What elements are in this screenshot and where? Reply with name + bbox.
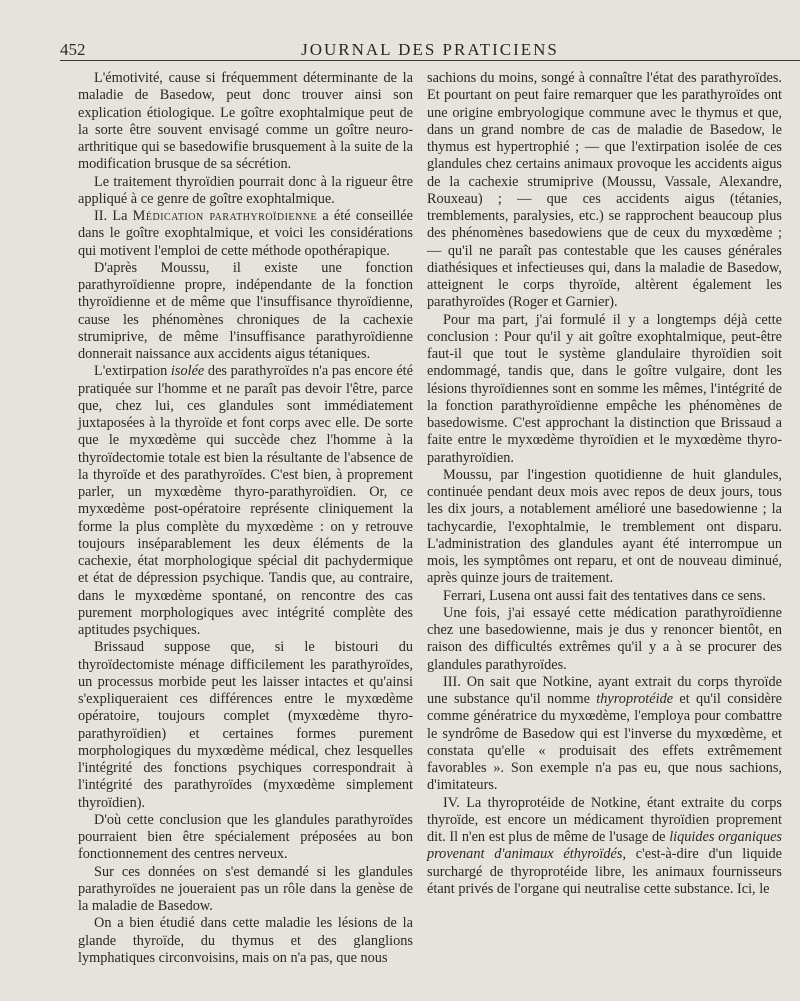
text-run: III. On sait que Notkine, ayant extrait du corps thyroïde une substance qu'il nomme xyxy=(427,673,782,707)
paragraph xyxy=(78,363,413,639)
paragraph: Le traitement thyroïdien pourrait donc à la rigueur être appliqué à ce genre de goître exophtalmique. xyxy=(78,173,413,207)
text-run: II. La xyxy=(94,208,133,224)
paragraph: sachions du moins, songé à connaître l'état des parathyroïdes. Et pourtant on peut faire remarquer que les parathyroïdes ont une origine embryologique commune avec le thymus et que, dans un grand nombre de cas de maladie de Basedow, le thymus est hypertrophié ; — que l'extirpation isolée de ces glandules chez certains animaux provoque les accidents aigus de la cachexie strumiprive (Moussu, Vassale, Alexandre, Rouxeau) ; — que ces accidents aigus (tétanies, tremblements, paralysies, etc.) se rapprochent beaucoup plus des phénomènes basedowiens que de ceux du myxœdème ; — qu'il ne paraît pas contestable que les causes générales diathésiques et infectieuses qui, dans la maladie de Basedow, atteignent le corps thyroïde, altèrent également les parathyroïdes (Roger et Garnier). xyxy=(427,70,782,311)
section-heading: Médication parathyroïdienne xyxy=(132,208,318,224)
italic-text: thyroprotéide xyxy=(596,691,674,707)
paragraph: L'émotivité, cause si fréquemment déterminante de la maladie de Basedow, peut donc trouver ainsi son explication étiologique. Le goître exophtalmique peut de la sorte être souvent envisagé comme un goître neuro-arthritique qui se basedowifie brusquement à la suite de la modification brusque de sa sécrétion. xyxy=(78,70,413,173)
text-run: a été conseillée dans le goître exophtalmique, et voici les considérations qui motivent l'emploi de cette méthode opothérapique. xyxy=(78,208,413,259)
right-column xyxy=(427,70,782,898)
paragraph: Brissaud suppose que, si le bistouri du thyroïdectomiste ménage difficilement les parathyroïdes, un processus morbide peut les laisser intactes et qu'ainsi s'expliqueraient ces différences entre le myxœdème opératoire, toujours complet (myxœdème thyro-parathyroïdien) et certaines formes purement morphologiques du myxœdème médical, chez lesquelles l'intégrité des fonctions psychiques correspondrait à l'intégrité des parathyroïdes (myxœdème simplement thyroïdien). xyxy=(78,639,413,811)
paragraph: D'après Moussu, il existe une fonction parathyroïdienne propre, indépendante de la fonction thyroïdienne et de même que l'insuffisance thyroïdienne, cause les phénomènes chroniques de la cachexie strumiprive, de même l'insuffisance parathyroïdienne donnerait naissance aux accidents aigus tétaniques. xyxy=(78,259,413,362)
section-ii-paragraph xyxy=(78,208,413,260)
paragraph: Moussu, par l'ingestion quotidienne de huit glandules, continuée pendant deux mois avec repos de deux jours, tous les dix jours, a notablement amélioré une basedowienne ; la tachycardie, l'exophtalmie, le tremblement ont disparu. L'administration des glandules ayant été interrompue un mois, les symptômes ont reparu, et ont de nouveau diminué, après quinze jours de traitement. xyxy=(427,466,782,587)
paragraph: On a bien étudié dans cette maladie les lésions de la glande thyroïde, du thymus et des glanglions lymphatiques circonvoisins, mais on n'a pas, que nous xyxy=(78,915,413,966)
page-header xyxy=(60,38,800,61)
text-run: IV. La thyroprotéide de Notkine, étant extraite du corps thyroïde, est encore un médicament thyroïdien proprement dit. Il n'en est plus de même de l'usage de xyxy=(427,794,782,845)
page-number: 452 xyxy=(60,40,86,59)
text-run: , c'est-à-dire d'un liquide surchargé de thyroprotéide libre, les animaux fournisseurs étant privés de l'organe qui neutralise cette substance. Ici, le xyxy=(427,846,782,897)
paragraph: Ferrari, Lusena ont aussi fait des tentatives dans ce sens. xyxy=(443,587,766,604)
italic-text: liquides organiques provenant d'animaux éthyroïdés xyxy=(427,829,782,863)
paragraph: Une fois, j'ai essayé cette médication parathyroïdienne chez une basedowienne, mais je dus y renoncer bientôt, en raison des difficultés extrêmes qu'il y a à se procurer des glandules parathyroïdes. xyxy=(427,604,782,673)
left-column xyxy=(78,70,413,967)
journal-title: JOURNAL DES PRATICIENS xyxy=(301,40,559,59)
text-run: des parathyroïdes n'a pas encore été pratiquée sur l'homme et ne paraît pas devoir l'être, parce que, chez lui, ces glandules sont immédiatement juxtaposées à la thyroïde et font corps avec elle. De sorte que le myxœdème qui succède chez l'homme à la thyroïdectomie totale est bien la résultante de l'absence de la thyroïde et des parathyroïdes. C'est bien, à proprement parler, un myxœdème thyro-parathyroïdien. Or, ce myxœdème post-opératoire représente cliniquement la forme la plus complète du myxœdème : on y retrouve toujours inséparablement les deux éléments de la cachexie, état morphologique spécial dit pachydermique et état de dépression psychique. Tandis que, au contraire, dans le myxœdème spontané, on rencontre des cas purement morphologiques avec intégrité complète des aptitudes psychiques. xyxy=(78,363,413,638)
section-iii-paragraph xyxy=(427,674,782,795)
text-run: et qu'il considère comme génératrice du myxœdème, l'employa pour combattre le syndrôme de Basedow qui est l'inverse du myxœdème, et constata qu'elle « produisait des effets extrêmement favorables ». Son exemple n'a pas eu, que nous sachions, d'imitateurs. xyxy=(427,691,782,794)
paragraph: Pour ma part, j'ai formulé il y a longtemps déjà cette conclusion : Pour qu'il y ait goître exophtalmique, peut-être faut-il que tout le système glandulaire thyroïdien soit endommagé, tandis que, dans le goître vulgaire, dont les lésions thyroïdiennes sont en somme les mêmes, l'intégrité de la fonction parathyroïdienne empêche les phénomènes de basedowisme. C'est approchant la distinction que Brissaud a faite entre le myxœdème thyroïdien et le myxœdème thyro-parathyroïdien. xyxy=(427,311,782,466)
paragraph: D'où cette conclusion que les glandules parathyroïdes pourraient bien être spécialement préposées au bon fonctionnement des centres nerveux. xyxy=(78,811,413,863)
section-iv-paragraph xyxy=(427,795,782,899)
paragraph: Sur ces données on s'est demandé si les glandules parathyroïdes ne joueraient pas un rôle dans la genèse de la maladie de Basedow. xyxy=(78,863,413,914)
text-run: L'extirpation xyxy=(94,363,171,380)
italic-text: isolée xyxy=(170,363,205,380)
